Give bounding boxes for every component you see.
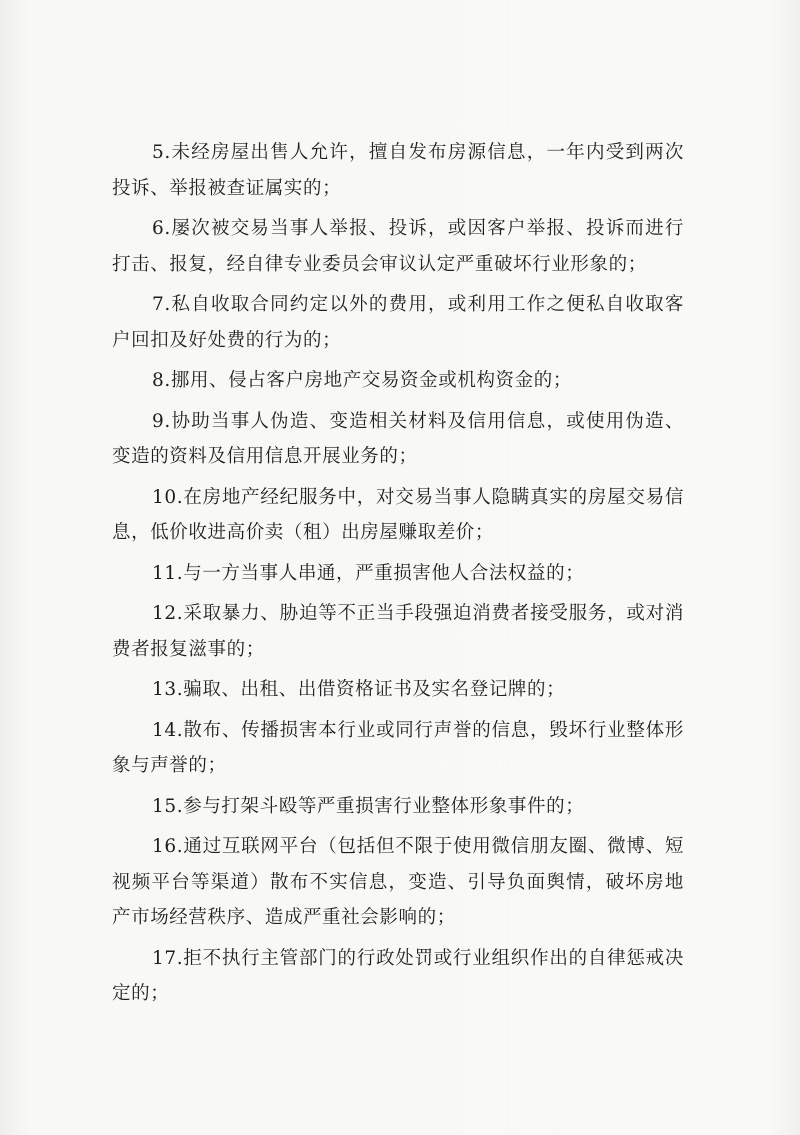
list-item: 14.散布、传播损害本行业或同行声誉的信息，毁坏行业整体形象与声誉的； [112, 719, 684, 776]
list-item: 11.与一方当事人串通，严重损害他人合法权益的； [152, 562, 585, 584]
list-item: 5.未经房屋出售人允许，擅自发布房源信息，一年内受到两次投诉、举报被查证属实的； [112, 142, 684, 199]
list-item: 17.拒不执行主管部门的行政处罚或行业组织作出的自律惩戒决定的； [112, 947, 684, 1004]
list-item: 12.采取暴力、胁迫等不正当手段强迫消费者接受服务，或对消费者报复滋事的； [112, 603, 684, 660]
list-item: 13.骗取、出租、出借资格证书及实名登记牌的； [152, 679, 566, 700]
list-item: 9.协助当事人伪造、变造相关材料及信用信息，或使用伪造、变造的资料及信用信息开展业务的； [112, 410, 684, 467]
list-item: 15.参与打架斗殴等严重损害行业整体形象事件的； [152, 795, 585, 817]
document-body [112, 135, 684, 1012]
list-item: 16.通过互联网平台（包括但不限于使用微信朋友圈、微博、短视频平台等渠道）散布不实信息，变造、引导负面舆情，破坏房地产市场经营秩序、造成严重社会影响的； [112, 836, 684, 928]
list-item: 6.屡次被交易当事人举报、投诉，或因客户举报、投诉而进行打击、报复，经自律专业委员会审议认定严重破坏行业形象的； [112, 218, 684, 275]
list-item: 7.私自收取合同约定以外的费用，或利用工作之便私自收取客户回扣及好处费的行为的； [112, 294, 684, 351]
list-item: 8.挪用、侵占客户房地产交易资金或机构资金的； [152, 370, 572, 391]
list-item: 10.在房地产经纪服务中，对交易当事人隐瞒真实的房屋交易信息，低价收进高价卖（租）出房屋赚取差价； [112, 486, 684, 543]
